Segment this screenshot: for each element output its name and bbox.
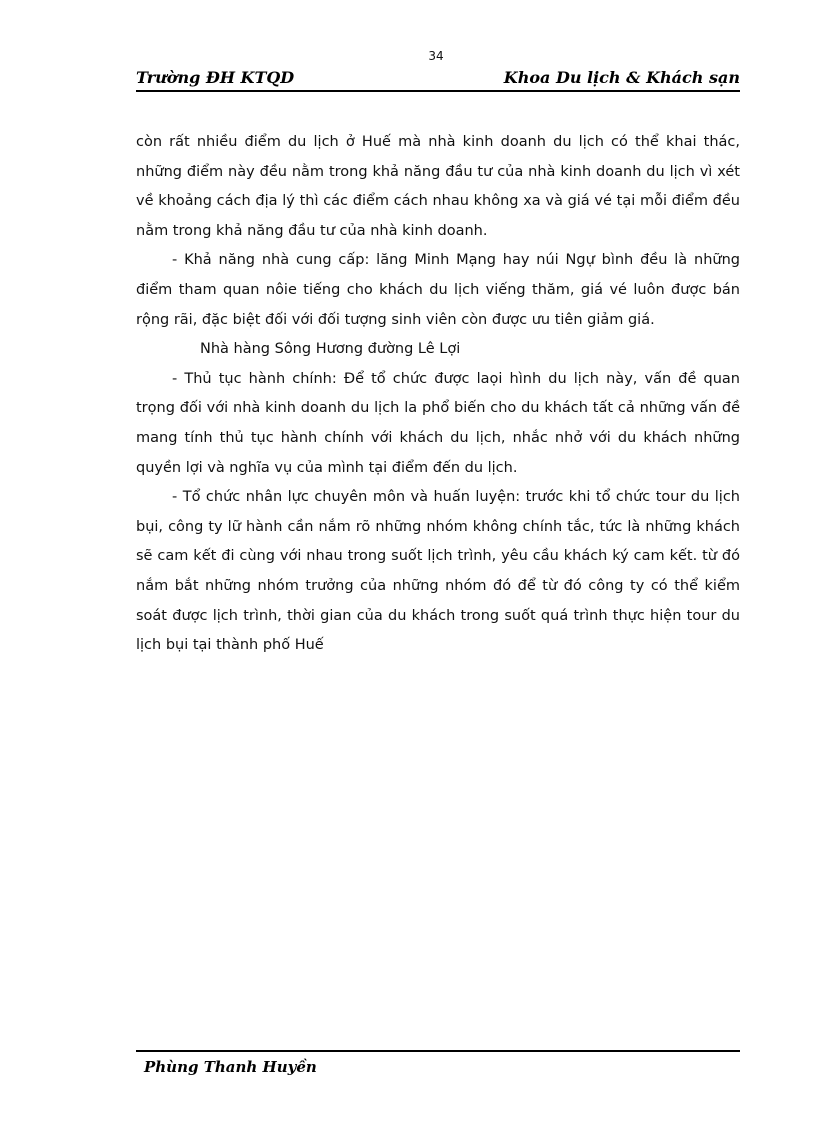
paragraph-restaurant: Nhà hàng Sông Hương đường Lê Lợi	[200, 341, 461, 358]
paragraph-administrative-procedures: - Thủ tục hành chính: Để tổ chức được laọi hình du lịch này, vấn đề quan trọng đối với nhà kinh doanh du lịch la phổ biến cho du khách tất cả những vấn đề mang tính thủ tục hành chính với khách du lịch, nhắc nhở với du khách những quyền lợi và nghĩa vụ của mình tại điểm đến du lịch.	[136, 370, 740, 476]
footer-author: Phùng Thanh Huyền	[144, 1058, 317, 1076]
paragraph-continuation: còn rất nhiều điểm du lịch ở Huế mà nhà kinh doanh du lịch có thể khai thác, những điểm này đều nằm trong khả năng đầu tư của nhà kinh doanh du lịch vì xét về khoảng cách địa lý thì các điểm cách nhau không xa và giá vé tại mỗi điểm đều nằm trong khả năng đầu tư của nhà kinh doanh.	[136, 134, 740, 239]
document-body	[136, 128, 740, 661]
page-number: 34	[428, 49, 444, 63]
header-university: Trường ĐH KTQD	[136, 68, 295, 87]
paragraph-supplier-capacity: - Khả năng nhà cung cấp: lăng Minh Mạng hay núi Ngự bình đều là những điểm tham quan nôie tiếng cho khách du lịch viếng thăm, giá vé luôn được bán rộng rãi, đặc biệt đối với đối tượng sinh viên còn được ưu tiên giảm giá.	[136, 252, 740, 328]
page-header	[136, 66, 740, 92]
header-faculty: Khoa Du lịch & Khách sạn	[503, 68, 740, 87]
page-footer	[136, 1050, 740, 1076]
paragraph-staff-organization: - Tổ chức nhân lực chuyên môn và huấn luyện: trước khi tổ chức tour du lịch bụi, công ty lữ hành cần nắm rõ những nhóm không chính tắc, tức là những khách sẽ cam kết đi cùng với nhau trong suốt lịch trình, yêu cầu khách ký cam kết. từ đó nắm bắt những nhóm trưởng của những nhóm đó để từ đó công ty có thể kiểm soát được lịch trình, thời gian của du khách trong suốt quá trình thực hiện tour du lịch bụi tại thành phố Huế	[136, 489, 740, 654]
